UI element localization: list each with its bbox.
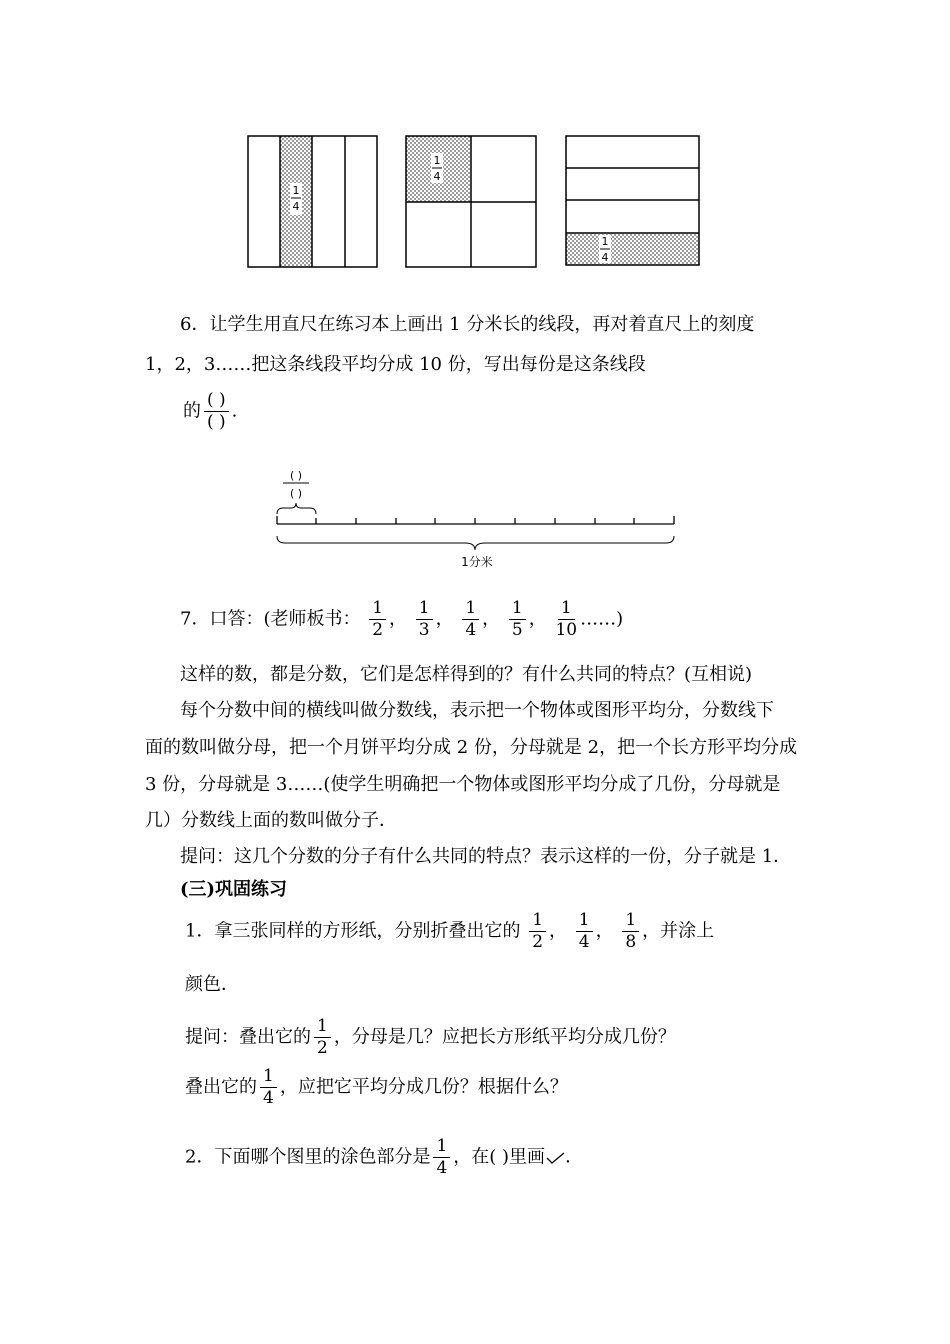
item7-prefix: 7．口答：(老师板书：	[180, 608, 361, 630]
fig2-frac-den: 4	[433, 170, 441, 183]
q1-fraction-1-2: $\frac{1}{2}$	[314, 1018, 331, 1057]
exercise1: 1．拿三张同样的方形纸，分别折叠出它的 $\frac{1}{2}$ ， $\frac{1}{4}$ ， $\frac{1}{8}$ ，并涂上	[185, 910, 715, 952]
ruler-label: 1分米	[461, 555, 493, 569]
ruler-blank-den: ( )	[289, 487, 303, 500]
ruler-blank-num: ( )	[289, 469, 303, 482]
question1: 提问：叠出它的 $\frac{1}{2}$ ，分母是几？应把长方形纸平均分成几份？	[185, 1016, 676, 1058]
blank-denominator: ( )	[207, 412, 226, 432]
ruler-diagram	[265, 462, 685, 572]
e1-fraction-1-2: $\frac{1}{2}$	[529, 912, 546, 951]
fig2-frac-num: 1	[433, 154, 441, 167]
item7-para-line4: 几）分数线上面的数叫做分子．	[145, 810, 397, 831]
question2: 叠出它的 $\frac{1}{4}$ ，应把它平均分成几份？根据什么？	[185, 1066, 568, 1108]
e2-fraction-1-4: $\frac{1}{4}$	[433, 1138, 450, 1177]
fig3-frac-den: 4	[601, 251, 609, 264]
quarter-figures	[240, 128, 710, 276]
blank-numerator: ( )	[204, 392, 229, 412]
fraction-1-10: $\frac{1}{10}$	[555, 598, 578, 640]
fig1-frac-num: 1	[292, 184, 300, 197]
checkmark-icon	[545, 1151, 565, 1165]
item7-para-line3: 3 份，分母就是 3……(使学生明确把一个物体或图形平均分成了几份，分母就是	[145, 774, 781, 795]
e1-fraction-1-4: $\frac{1}{4}$	[576, 912, 593, 951]
item6-de: 的	[183, 400, 201, 422]
exercise1-line2: 颜色．	[185, 974, 239, 995]
q2-fraction-1-4: $\frac{1}{4}$	[260, 1068, 277, 1107]
item7-ask: 提问：这几个分数的分子有什么共同的特点？表示这样的一份，分子就是 1．	[180, 846, 792, 867]
ruler-line	[277, 516, 674, 524]
exercise2: 2．下面哪个图里的涂色部分是 $\frac{1}{4}$ ，在( )里画 ．	[185, 1136, 584, 1178]
blank-fraction	[204, 392, 229, 431]
fig1-frac-den: 4	[292, 200, 300, 213]
item7-para-line1: 每个分数中间的横线叫做分数线，表示把一个物体或图形平均分，分数线下	[180, 700, 774, 721]
fraction-1-2: $\frac{1}{2}$	[369, 600, 386, 639]
item6-line2: 1，2，3……把这条线段平均分成 10 份，写出每份是这条线段	[145, 354, 646, 375]
figure-quadrants	[406, 136, 536, 267]
fraction-1-3: $\frac{1}{3}$	[416, 600, 433, 639]
item6-line1: 6．让学生用直尺在练习本上画出 1 分米长的线段，再对着直尺上的刻度	[180, 314, 755, 335]
item7-suffix: ……)	[580, 608, 624, 630]
item7-para-line2: 面的数叫做分母，把一个月饼平均分成 2 份，分母就是 2，把一个长方形平均分成	[145, 737, 798, 758]
section3-heading: (三)巩固练习	[180, 879, 288, 900]
fig3-frac-num: 1	[601, 235, 609, 248]
item7-board: 7．口答：(老师板书： $\frac{1}{2}$ ， $\frac{1}{3}$ ， $\frac{1}{4}$ ， $\frac{1}{5}$ ， $\frac{1}{10}$ ……)	[180, 598, 624, 640]
fraction-1-4: $\frac{1}{4}$	[462, 600, 479, 639]
item6-period: .	[231, 400, 238, 422]
item6-line3	[183, 392, 237, 431]
e1-fraction-1-8: $\frac{1}{8}$	[622, 912, 639, 951]
figure-vertical-strips	[248, 136, 377, 267]
figure-horizontal-strips	[566, 136, 699, 265]
fraction-1-5: $\frac{1}{5}$	[509, 600, 526, 639]
item7-question: 这样的数，都是分数，它们是怎样得到的？有什么共同的特点？(互相说)	[180, 664, 753, 685]
